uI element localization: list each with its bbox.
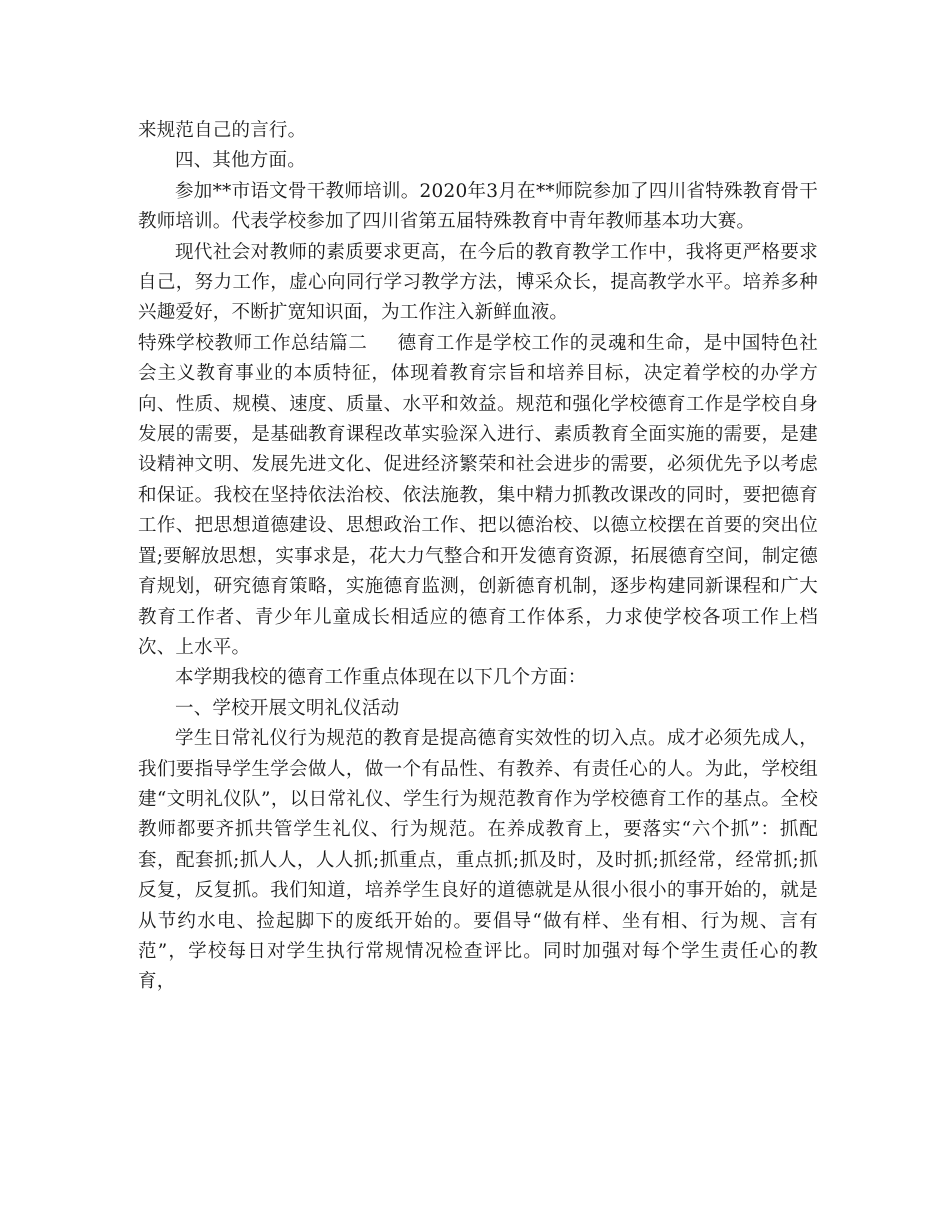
section2-intro: 德育工作是学校工作的灵魂和生命，是中国特色社会主义教育事业的本质特征，体现着教育宗旨和培养目标，决定着学校的办学方向、性质、规模、速度、质量、水平和效益。规范和强化学校德育工作是学校自身发展的需要，是基础教育课程改革实验深入进行、素质教育全面实施的需要，是建设精神文明、发展先进文化、促进经济繁荣和社会进步的需要，必须优先予以考虑和保证。我校在坚持依法治校、依法施教，集中精力抓教改课改的同时，要把德育工作、把思想道德建设、思想政治工作、把以德治校、以德立校摆在首要的突出位置;要解放思想，实事求是，花大力气整合和开发德育资源，拓展德育空间，制定德育规划，研究德育策略，实施德育监测，创新德育机制，逐步构建同新课程和广大教育工作者、青少年儿童成长相适应的德育工作体系，力求使学校各项工作上档次、上水平。 bbox=[138, 332, 818, 658]
section2-title: 特殊学校教师工作总结篇二 bbox=[138, 332, 368, 354]
document-body bbox=[138, 116, 818, 998]
paragraph-focus: 本学期我校的德育工作重点体现在以下几个方面： bbox=[175, 667, 587, 689]
paragraph-outlook: 现代社会对教师的素质要求更高，在今后的教育教学工作中，我将更严格要求自己，努力工作，虚心向同行学习教学方法，博采众长，提高教学水平。培养多种兴趣爱好，不断扩宽知识面，为工作注入新鲜血液。 bbox=[138, 241, 818, 324]
paragraph-etiquette: 学生日常礼仪行为规范的教育是提高德育实效性的切入点。成才必须先成人，我们要指导学生学会做人，做一个有品性、有教养、有责任心的人。为此，学校组建“文明礼仪队”，以日常礼仪、学生行为规范教育作为学校德育工作的基点。全校教师都要齐抓共管学生礼仪、行为规范。在养成教育上，要落实“六个抓”：抓配套，配套抓;抓人人，人人抓;抓重点，重点抓;抓及时，及时抓;抓经常，经常抓;抓反复，反复抓。我们知道，培养学生良好的道德就是从很小很小的事开始的，就是从节约水电、捡起脚下的废纸开始的。要倡导“做有样、坐有相、行为规、言有范”，学校每日对学生执行常规情况检查评比。同时加强对每个学生责任心的教育， bbox=[138, 728, 818, 993]
section2-paragraph bbox=[138, 329, 818, 663]
paragraph-1: 来规范自己的言行。 bbox=[138, 120, 307, 141]
section-heading-other: 四、其他方面。 bbox=[175, 150, 306, 172]
paragraph-training: 参加**市语文骨干教师培训。2020年3月在**师院参加了四川省特殊教育骨干教师培训。代表学校参加了四川省第五届特殊教育中青年教师基本功大赛。 bbox=[138, 180, 818, 233]
heading-etiquette: 一、学校开展文明礼仪活动 bbox=[175, 697, 400, 719]
